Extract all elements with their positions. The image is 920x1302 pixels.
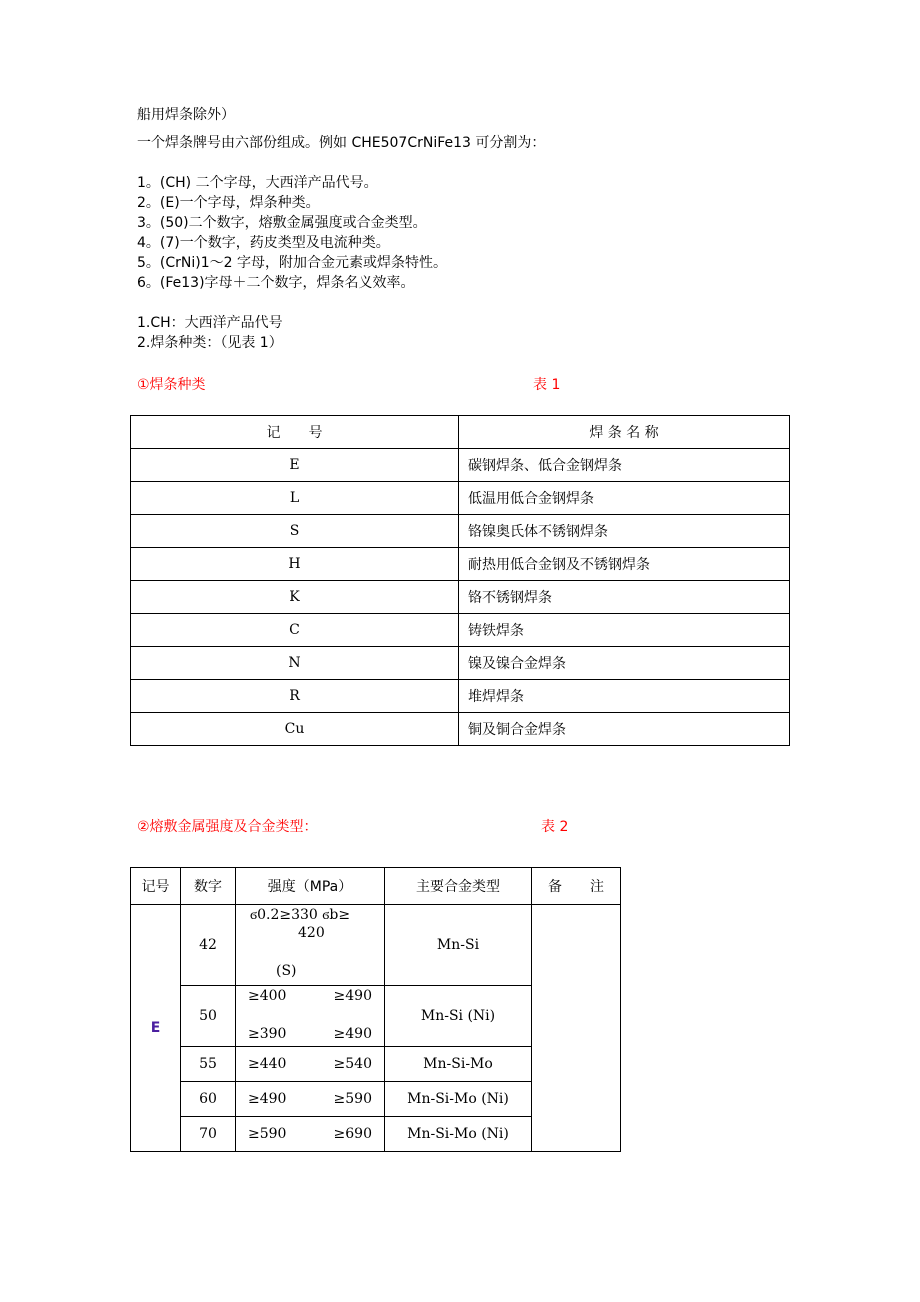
table-row — [131, 713, 790, 746]
name-cell: 铜及铜合金焊条 — [459, 713, 790, 746]
table1-header-row — [131, 416, 790, 449]
strength-text: (S) — [276, 963, 297, 979]
code-cell-e — [131, 905, 181, 1152]
remark-cell — [532, 905, 621, 1152]
table2-header-alloy: 主要合金类型 — [385, 868, 532, 905]
table-2 — [130, 867, 621, 1152]
code-e: E — [150, 1020, 161, 1036]
strength-text: ≥490 — [248, 1091, 287, 1107]
strength-text: ≥690 — [333, 1126, 372, 1142]
part-5: 5。(CrNi)1～2 字母，附加合金元素或焊条特性。 — [137, 255, 447, 271]
code-cell: R — [131, 680, 459, 713]
part-4: 4。(7)一个数字，药皮类型及电流种类。 — [137, 235, 390, 251]
alloy-cell: Mn-Si-Mo (Ni) — [385, 1117, 532, 1152]
table-row — [131, 449, 790, 482]
section1-title: ①焊条种类 — [137, 377, 206, 393]
strength-text: ≥490 — [333, 988, 372, 1004]
name-cell: 铬镍奥氏体不锈钢焊条 — [459, 515, 790, 548]
table-1 — [130, 415, 790, 746]
section2-title: ②熔敷金属强度及合金类型： — [137, 819, 318, 835]
strength-cell — [236, 986, 385, 1047]
number-cell: 55 — [181, 1047, 236, 1082]
intro-line-0: 船用焊条除外） — [137, 107, 235, 123]
table2-header-code: 记号 — [131, 868, 181, 905]
table-row — [131, 905, 621, 986]
table-row — [131, 647, 790, 680]
table1-label: 表 1 — [533, 377, 561, 393]
code-cell: K — [131, 581, 459, 614]
table2-header-row — [131, 868, 621, 905]
strength-cell — [236, 1082, 385, 1117]
code-cell: C — [131, 614, 459, 647]
alloy-cell: Mn-Si-Mo — [385, 1047, 532, 1082]
number-cell: 42 — [181, 905, 236, 986]
name-cell: 铬不锈钢焊条 — [459, 581, 790, 614]
strength-cell — [236, 905, 385, 986]
name-cell: 镍及镍合金焊条 — [459, 647, 790, 680]
strength-cell — [236, 1047, 385, 1082]
table2-header-remark: 备 注 — [532, 868, 621, 905]
code-cell: H — [131, 548, 459, 581]
note-2: 2.焊条种类：（见表 1） — [137, 335, 283, 351]
number-cell: 60 — [181, 1082, 236, 1117]
part-2: 2。(E)一个字母，焊条种类。 — [137, 195, 320, 211]
name-cell: 耐热用低合金钢及不锈钢焊条 — [459, 548, 790, 581]
strength-text: ≥590 — [248, 1126, 287, 1142]
code-cell: N — [131, 647, 459, 680]
note-1: 1.CH：大西洋产品代号 — [137, 315, 283, 331]
code-cell: S — [131, 515, 459, 548]
table1-header-name: 焊 条 名 称 — [459, 416, 790, 449]
number-cell: 50 — [181, 986, 236, 1047]
table-row — [131, 482, 790, 515]
alloy-cell: Mn-Si (Ni) — [385, 986, 532, 1047]
strength-text: ≥400 — [248, 988, 287, 1004]
strength-text: ≥590 — [333, 1091, 372, 1107]
table-row — [131, 515, 790, 548]
table-row — [131, 581, 790, 614]
intro-line-1: 一个焊条牌号由六部份组成。例如 CHE507CrNiFe13 可分割为： — [137, 135, 546, 151]
table2-header-number: 数字 — [181, 868, 236, 905]
table2-label: 表 2 — [541, 819, 569, 835]
table-row — [131, 548, 790, 581]
strength-text: ≥540 — [333, 1056, 372, 1072]
name-cell: 铸铁焊条 — [459, 614, 790, 647]
strength-text: ≥490 — [333, 1026, 372, 1042]
name-cell: 低温用低合金钢焊条 — [459, 482, 790, 515]
alloy-cell: Mn-Si — [385, 905, 532, 986]
strength-text: 420 — [298, 925, 325, 941]
strength-text: ϭ0.2≥330 ϭb≥ — [250, 907, 351, 923]
strength-text: ≥390 — [248, 1026, 287, 1042]
part-1: 1。(CH) 二个字母，大西洋产品代号。 — [137, 175, 378, 191]
number-cell: 70 — [181, 1117, 236, 1152]
strength-cell — [236, 1117, 385, 1152]
alloy-cell: Mn-Si-Mo (Ni) — [385, 1082, 532, 1117]
part-3: 3。(50)二个数字，熔敷金属强度或合金类型。 — [137, 215, 427, 231]
strength-text: ≥440 — [248, 1056, 287, 1072]
part-6: 6。(Fe13)字母＋二个数字，焊条名义效率。 — [137, 275, 415, 291]
code-cell: Cu — [131, 713, 459, 746]
code-cell: L — [131, 482, 459, 515]
name-cell: 碳钢焊条、低合金钢焊条 — [459, 449, 790, 482]
table-row — [131, 614, 790, 647]
code-cell: E — [131, 449, 459, 482]
table1-header-code: 记 号 — [131, 416, 459, 449]
table2-header-strength: 强度（MPa） — [236, 868, 385, 905]
table-row — [131, 680, 790, 713]
name-cell: 堆焊焊条 — [459, 680, 790, 713]
